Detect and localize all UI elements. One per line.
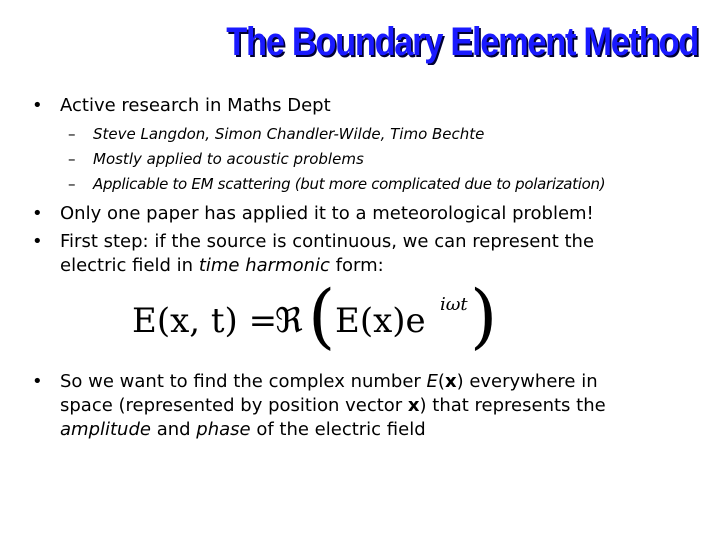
dash-marker: – — [68, 125, 76, 143]
symbol-x: x — [444, 371, 457, 392]
left-paren-icon: ( — [308, 280, 336, 357]
real-part-symbol: ℜ — [275, 301, 303, 341]
dash-marker: – — [68, 150, 76, 168]
bullet-marker: • — [32, 371, 43, 392]
time-harmonic-equation — [130, 280, 500, 360]
text-run: form: — [329, 255, 384, 276]
slide-title: The Boundary Element Method — [226, 20, 698, 64]
bullet-3-line-2 — [60, 254, 710, 278]
bullet-marker: • — [32, 95, 43, 116]
text-run: of the electric field — [250, 419, 426, 440]
bullet-text-1: Active research in Maths Dept — [60, 95, 331, 116]
bullet-text-3 — [60, 230, 710, 278]
equation-inner: E(x)e — [335, 301, 426, 341]
symbol-E: E — [426, 371, 438, 392]
bullet-marker: • — [32, 203, 43, 224]
dash-marker: – — [68, 175, 76, 193]
symbol-x: x — [407, 395, 420, 416]
bullet-3-line-1: First step: if the source is continuous, we can represent the — [60, 231, 595, 252]
bullet-4-line-3 — [60, 418, 710, 442]
subbullet-1: Steve Langdon, Simon Chandler-Wilde, Timo Bechte — [93, 125, 485, 143]
text-run: space (represented by position vector — [60, 395, 408, 416]
bullet-4-line-2 — [60, 394, 710, 418]
subbullet-2: Mostly applied to acoustic problems — [93, 150, 364, 168]
equation-lhs: E(x, t) = — [132, 301, 278, 341]
text-run: and — [150, 419, 197, 440]
subbullet-3: Applicable to EM scattering (but more complicated due to polarization) — [93, 175, 606, 193]
text-run: electric field in — [60, 255, 199, 276]
equation-exponent: iωt — [440, 294, 468, 315]
bullet-marker: • — [32, 231, 43, 252]
right-paren-icon: ) — [470, 280, 498, 357]
bullet-text-2: Only one paper has applied it to a meteorological problem! — [60, 203, 594, 224]
text-run: So we want to find the complex number — [60, 371, 427, 392]
text-run: everywhere in — [463, 371, 598, 392]
emphasis-time-harmonic: time harmonic — [198, 255, 330, 276]
text-run: ) that represents the — [419, 395, 606, 416]
bullet-text-4 — [60, 370, 710, 442]
bullet-4-line-1: So we want to find the complex number E(x) everywhere in — [60, 371, 598, 392]
emphasis-phase: phase — [196, 419, 251, 440]
emphasis-amplitude: amplitude — [60, 419, 151, 440]
